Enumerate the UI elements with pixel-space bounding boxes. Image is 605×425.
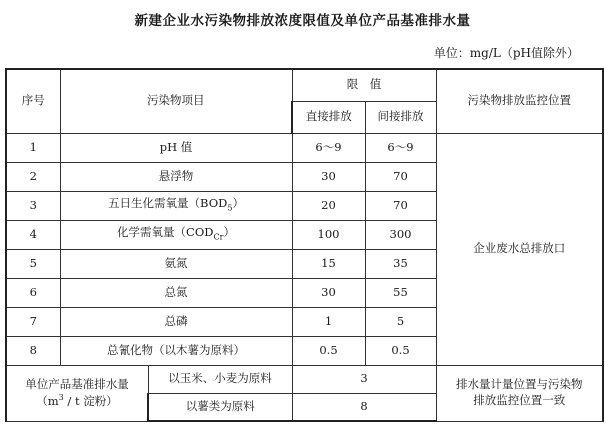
row-item: pH 值 bbox=[60, 133, 292, 162]
table-row bbox=[6, 133, 603, 162]
row-item: 氨氮 bbox=[60, 249, 292, 278]
base-drainage-monitor: 排水量计量位置与污染物 排放监控位置一致 bbox=[436, 365, 603, 421]
row-seq: 6 bbox=[6, 278, 60, 307]
unit-note: 单位：mg/L（pH值除外） bbox=[433, 46, 579, 60]
row-direct: 0.5 bbox=[292, 336, 365, 365]
row-indirect: 6～9 bbox=[365, 133, 436, 162]
base-drainage-row bbox=[6, 365, 603, 393]
row-direct: 20 bbox=[292, 191, 365, 220]
row-direct: 1 bbox=[292, 307, 365, 336]
base-drainage-material: 以薯类为原料 bbox=[148, 393, 292, 421]
monitor-location: 企业废水总排放口 bbox=[436, 133, 603, 365]
row-seq: 5 bbox=[6, 249, 60, 278]
header-limit: 限 值 bbox=[292, 69, 436, 101]
row-item: 总氮 bbox=[60, 278, 292, 307]
base-drainage-value: 8 bbox=[292, 393, 436, 421]
row-seq: 1 bbox=[6, 133, 60, 162]
row-direct: 30 bbox=[292, 162, 365, 191]
base-drainage-material: 以玉米、小麦为原料 bbox=[148, 365, 292, 393]
row-item: 悬浮物 bbox=[60, 162, 292, 191]
base-drainage-value: 3 bbox=[292, 365, 436, 393]
row-direct: 6～9 bbox=[292, 133, 365, 162]
header-seq: 序号 bbox=[6, 69, 60, 133]
header-row-1 bbox=[6, 69, 603, 101]
row-seq: 7 bbox=[6, 307, 60, 336]
row-item: 总磷 bbox=[60, 307, 292, 336]
base-drainage-label: 单位产品基准排水量 （$m^3$ / t 淀粉） bbox=[6, 365, 148, 421]
row-item: 总氰化物（以木薯为原料） bbox=[60, 336, 292, 365]
table-title: 新建企业水污染物排放浓度限值及单位产品基准排水量 bbox=[134, 13, 471, 29]
pollutant-limits-table bbox=[5, 68, 604, 422]
row-indirect: 5 bbox=[365, 307, 436, 336]
row-direct: 100 bbox=[292, 220, 365, 249]
row-seq: 4 bbox=[6, 220, 60, 249]
row-seq: 8 bbox=[6, 336, 60, 365]
row-item: 化学需氧量$(COD_{Cr})$ bbox=[60, 220, 292, 249]
row-direct: 30 bbox=[292, 278, 365, 307]
row-indirect: 0.5 bbox=[365, 336, 436, 365]
row-item: 五日生化需氧量$(BOD_5)$ bbox=[60, 191, 292, 220]
header-indirect: 间接排放 bbox=[365, 101, 436, 133]
header-monitor: 污染物排放监控位置 bbox=[436, 69, 603, 133]
row-indirect: 35 bbox=[365, 249, 436, 278]
row-seq: 3 bbox=[6, 191, 60, 220]
row-indirect: 55 bbox=[365, 278, 436, 307]
header-direct: 直接排放 bbox=[292, 101, 365, 133]
header-item: 污染物项目 bbox=[60, 69, 292, 133]
row-indirect: 70 bbox=[365, 191, 436, 220]
row-seq: 2 bbox=[6, 162, 60, 191]
row-direct: 15 bbox=[292, 249, 365, 278]
row-indirect: 300 bbox=[365, 220, 436, 249]
row-indirect: 70 bbox=[365, 162, 436, 191]
